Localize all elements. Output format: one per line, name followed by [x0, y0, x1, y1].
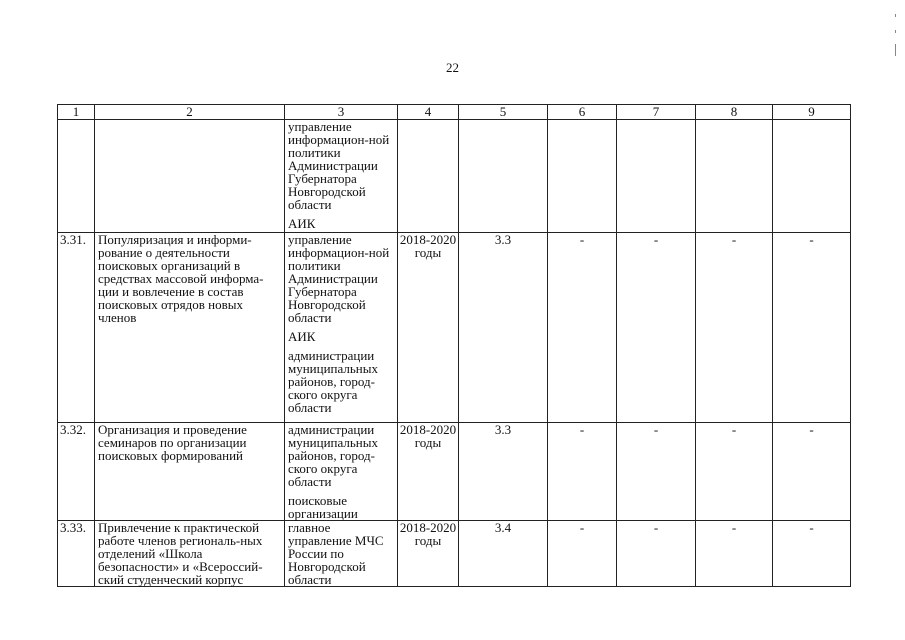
column-header: 5: [459, 105, 548, 120]
column-header: 3: [285, 105, 398, 120]
period: [398, 120, 459, 233]
executor: поисковые организации: [288, 493, 358, 521]
value-cell: -: [773, 423, 851, 521]
value-cell: -: [696, 233, 773, 423]
value-cell: -: [696, 423, 773, 521]
value-cell: -: [773, 233, 851, 423]
column-header: 9: [773, 105, 851, 120]
value-cell: -: [617, 521, 696, 587]
column-header: 4: [398, 105, 459, 120]
column-header: 6: [548, 105, 617, 120]
column-header: 7: [617, 105, 696, 120]
row-number: 3.32.: [58, 423, 95, 521]
activity-name: Популяризация и информи-рование о деятельности поисковых организаций в средствах массовой информа-ции и вовлечение в состав поисковых отрядов новых членов: [95, 233, 285, 423]
table-row: [58, 521, 851, 587]
row-number: [58, 120, 95, 233]
executor: главное управление МЧС России по Новгородской области: [288, 520, 384, 587]
value-cell: [696, 120, 773, 233]
value-cell: -: [548, 233, 617, 423]
period: 2018-2020 годы: [398, 233, 459, 423]
scan-edge-mark: [895, 14, 896, 17]
value-cell: -: [617, 233, 696, 423]
table-row: [58, 120, 851, 233]
table-row: [58, 423, 851, 521]
value-cell: -: [548, 423, 617, 521]
row-number: 3.31.: [58, 233, 95, 423]
activity-plan-table: [57, 104, 851, 587]
executors-cell: [285, 521, 398, 587]
executor: управление информацион-ной политики Администрации Губернатора Новгородской области: [288, 232, 390, 325]
period: 2018-2020 годы: [398, 521, 459, 587]
indicator: 3.3: [459, 423, 548, 521]
value-cell: [773, 120, 851, 233]
period: 2018-2020 годы: [398, 423, 459, 521]
executor: управление информацион-ной политики Администрации Губернатора Новгородской области: [288, 119, 390, 212]
executor: администрации муниципальных районов, город-ского округа области: [288, 422, 379, 489]
executor: АИК: [288, 329, 316, 344]
value-cell: -: [548, 521, 617, 587]
indicator: 3.4: [459, 521, 548, 587]
executors-cell: [285, 120, 398, 233]
activity-name: [95, 120, 285, 233]
scan-edge-mark: [895, 30, 896, 33]
activity-name: Организация и проведение семинаров по организации поисковых формирований: [95, 423, 285, 521]
indicator: 3.3: [459, 233, 548, 423]
value-cell: -: [773, 521, 851, 587]
executors-cell: [285, 423, 398, 521]
header-row: [58, 105, 851, 120]
activity-name: Привлечение к практической работе членов региональ-ных отделений «Школа безопасности» и «Всероссий-ский студенческий корпус: [95, 521, 285, 587]
table-row: [58, 233, 851, 423]
page-number: 22: [446, 60, 459, 75]
executor: АИК: [288, 216, 316, 231]
indicator: [459, 120, 548, 233]
row-number: 3.33.: [58, 521, 95, 587]
value-cell: -: [617, 423, 696, 521]
value-cell: [548, 120, 617, 233]
executors-cell: [285, 233, 398, 423]
column-header: 2: [95, 105, 285, 120]
value-cell: [617, 120, 696, 233]
value-cell: -: [696, 521, 773, 587]
executor: администрации муниципальных районов, город-ского округа области: [288, 348, 379, 415]
column-header: 1: [58, 105, 95, 120]
column-header: 8: [696, 105, 773, 120]
scan-edge-mark: [895, 44, 896, 56]
